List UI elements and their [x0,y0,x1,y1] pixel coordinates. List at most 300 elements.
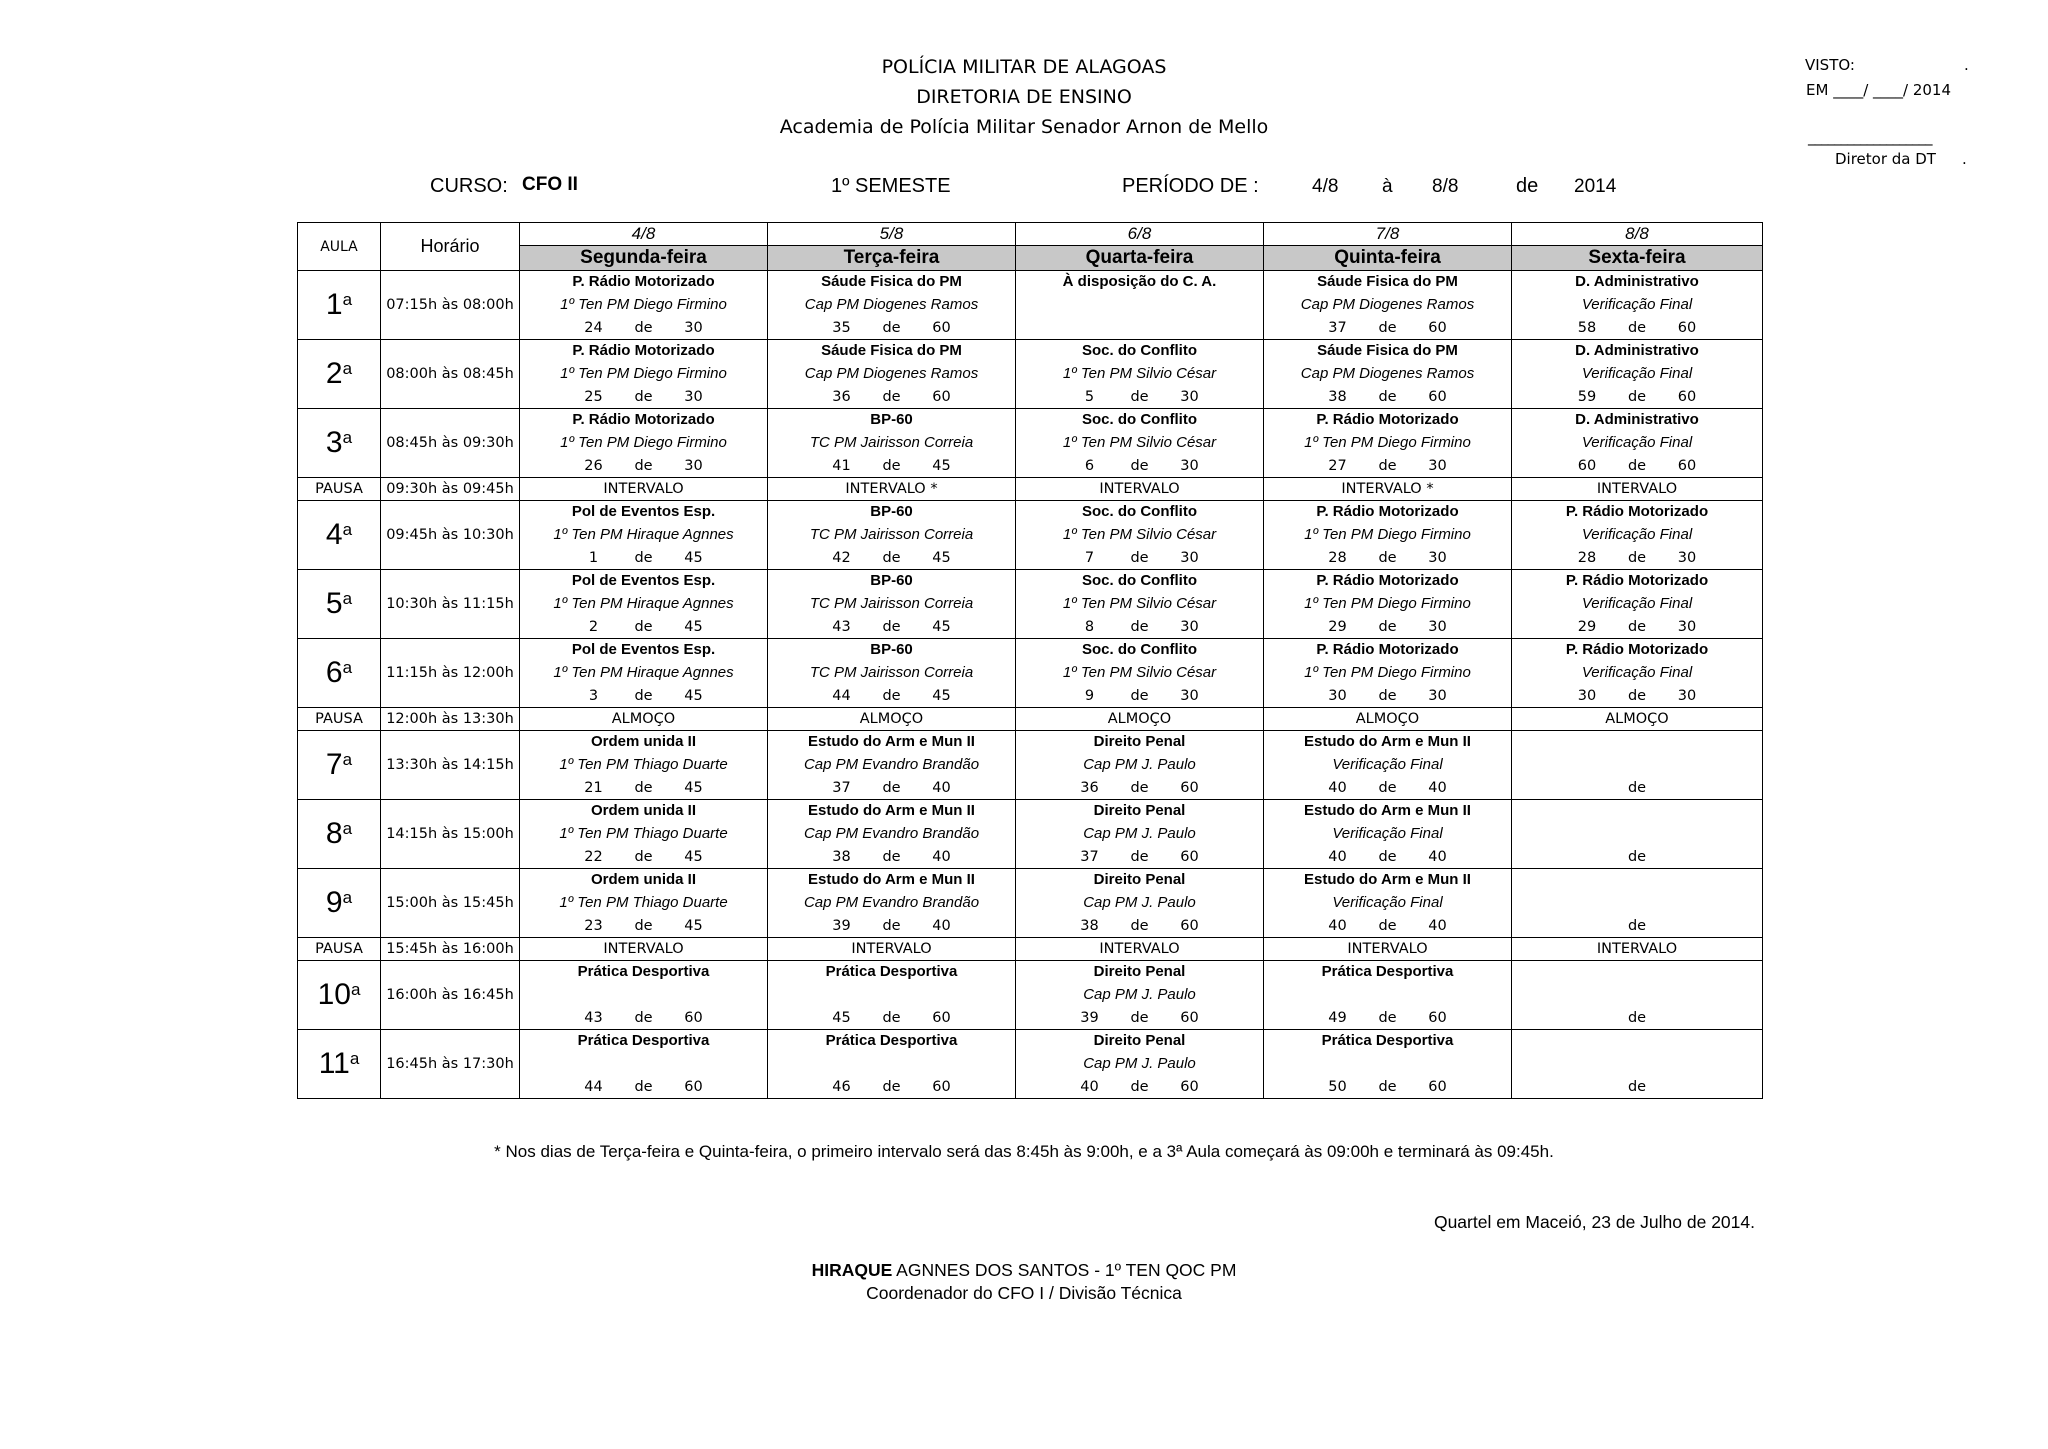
aula-number [298,869,381,938]
lesson-number: 3 [588,688,599,704]
lesson-de: de [1627,619,1647,635]
lesson-number: 36 [832,389,851,405]
class-cell [1016,1030,1264,1099]
lesson-de: de [882,780,901,796]
class-cell-content [1016,869,1263,937]
lesson-number [1562,915,1612,937]
lesson-number: 22 [584,849,603,865]
lesson-de: de [882,688,901,704]
class-cell-content [768,869,1015,937]
lesson-count [768,685,1015,707]
subject: Soc. do Conflito [1082,342,1197,359]
class-cell [1264,731,1512,800]
class-row [298,800,1763,869]
class-cell-content [520,961,767,1029]
lesson-count [520,616,767,638]
class-cell [768,731,1016,800]
class-cell-content [520,639,767,707]
lesson-number [1562,1007,1612,1029]
instructor: Cap PM J. Paulo [1083,986,1196,1003]
class-cell [1512,1030,1763,1099]
lesson-de: de [634,688,653,704]
aula-number-value: 6 [325,656,343,689]
class-cell [768,501,1016,570]
class-cell [1016,869,1264,938]
lesson-total [1662,777,1712,799]
break-cell: INTERVALO [1264,938,1512,961]
subject: Sáude Fisica do PM [821,342,962,359]
time-slot: 14:15h às 15:00h [381,800,520,869]
lesson-total: 45 [932,550,951,566]
lesson-count [1016,317,1263,339]
class-cell [1016,639,1264,708]
lesson-total: 60 [684,1079,703,1095]
subject: BP-60 [870,641,913,658]
class-cell [768,271,1016,340]
class-cell-content [1264,501,1511,569]
lesson-number: 21 [584,780,603,796]
time-slot: 16:45h às 17:30h [381,1030,520,1099]
subject: P. Rádio Motorizado [572,273,715,290]
class-cell-content [768,570,1015,638]
lesson-count [1264,317,1511,339]
class-cell-content [1016,340,1263,408]
subject: P. Rádio Motorizado [572,411,715,428]
class-cell-content [520,1030,767,1098]
instructor: 1º Ten PM Hiraque Agnnes [553,664,734,681]
instructor: Cap PM J. Paulo [1083,756,1196,773]
lesson-total: 40 [932,918,951,934]
visto-em: EM ____/ ____/ 2014 [1806,81,1952,99]
class-cell-content [1264,639,1511,707]
lesson-de: de [634,849,653,865]
instructor: TC PM Jairisson Correia [809,664,974,681]
class-cell [1016,570,1264,639]
lesson-de: de [1378,550,1397,566]
instructor: 1º Ten PM Hiraque Agnnes [553,595,734,612]
lesson-de: de [1378,1010,1397,1026]
class-cell [768,961,1016,1030]
break-row [298,708,1763,731]
time-slot: 13:30h às 14:15h [381,731,520,800]
lesson-number: 38 [1328,389,1347,405]
aula-number [298,501,381,570]
subject [1512,869,1762,891]
lesson-count [768,777,1015,799]
lesson-count [1016,685,1263,707]
visto-signature-line: ___________________ [1808,128,1932,146]
lesson-number: 40 [1328,849,1347,865]
time-slot: 15:00h às 15:45h [381,869,520,938]
lesson-de: de [1378,918,1397,934]
lesson-count [1016,1076,1263,1098]
lesson-total: 30 [1677,688,1697,704]
lesson-count [520,846,767,868]
time-slot: 08:00h às 08:45h [381,340,520,409]
lesson-de: de [1378,619,1397,635]
lesson-number: 40 [1328,918,1347,934]
lesson-count [1512,616,1762,638]
lesson-total: 60 [1180,780,1199,796]
lesson-de: de [1130,619,1149,635]
time-slot: 07:15h às 08:00h [381,271,520,340]
lesson-count [1512,846,1762,868]
lesson-number: 44 [832,688,851,704]
class-cell [1016,409,1264,478]
lesson-number: 39 [1080,1010,1099,1026]
lesson-de: de [1627,320,1647,336]
lesson-number: 42 [832,550,851,566]
lesson-count [1512,317,1762,339]
class-cell-content [1264,961,1511,1029]
pausa-label: PAUSA [298,478,381,501]
instructor: Cap PM Diogenes Ramos [804,296,979,313]
lesson-de: de [1130,780,1149,796]
lesson-total: 30 [1180,458,1199,474]
lesson-de: de [1130,688,1149,704]
lesson-de: de [1627,918,1647,934]
class-cell [768,340,1016,409]
lesson-de: de [1378,780,1397,796]
lesson-count [1264,685,1511,707]
subject: Estudo do Arm e Mun II [808,871,975,888]
lesson-count [1264,777,1511,799]
break-cell: INTERVALO [1512,478,1763,501]
instructor [1016,294,1263,316]
instructor: 1º Ten PM Diego Firmino [560,434,727,451]
class-row [298,501,1763,570]
class-cell-content [1512,570,1762,638]
lesson-count [1264,547,1511,569]
lesson-total: 30 [684,389,703,405]
subject: Estudo do Arm e Mun II [1304,871,1471,888]
time-slot: 11:15h às 12:00h [381,639,520,708]
aula-number [298,1030,381,1099]
instructor [1264,984,1511,1006]
class-cell [520,271,768,340]
lesson-number: 9 [1084,688,1095,704]
lesson-de: de [1130,849,1149,865]
lesson-de: de [634,780,653,796]
class-cell [1512,501,1763,570]
lesson-count [768,455,1015,477]
instructor: Verificação Final [1581,296,1693,313]
lesson-number [1562,846,1612,868]
class-cell [1016,961,1264,1030]
class-cell [520,639,768,708]
subject: À disposição do C. A. [1062,273,1217,290]
lesson-total: 60 [1428,1079,1447,1095]
class-cell [1264,340,1512,409]
aula-number-value: 10 [317,978,351,1011]
lesson-count [1512,386,1762,408]
signature-name-bold: HIRAQUE [811,1260,893,1280]
lesson-total: 30 [1428,458,1447,474]
instructor: TC PM Jairisson Correia [809,526,974,543]
break-cell: ALMOÇO [768,708,1016,731]
aula-number-value: 7 [325,748,343,781]
instructor: 1º Ten PM Silvio César [1062,664,1217,681]
lesson-total: 45 [684,918,703,934]
lesson-de: de [634,458,653,474]
subject: P. Rádio Motorizado [1565,641,1709,658]
subject: Sáude Fisica do PM [1317,273,1458,290]
lesson-total: 30 [1677,619,1697,635]
lesson-count [1512,1007,1762,1029]
aula-number [298,271,381,340]
lesson-count [1512,915,1762,937]
lesson-number: 28 [1328,550,1347,566]
instructor: 1º Ten PM Diego Firmino [560,365,727,382]
class-cell-content [768,639,1015,707]
lesson-total [1662,1007,1712,1029]
lesson-count [768,1076,1015,1098]
header-line2: DIRETORIA DE ENSINO [916,86,1132,108]
break-cell: ALMOÇO [520,708,768,731]
lesson-number: 23 [584,918,603,934]
class-cell [1512,731,1763,800]
visto-dot: . [1964,56,1969,74]
class-row [298,340,1763,409]
subject: P. Rádio Motorizado [1316,503,1459,520]
lesson-number: 58 [1577,320,1597,336]
class-cell-content [1264,409,1511,477]
break-cell: INTERVALO * [1264,478,1512,501]
lesson-de: de [1130,389,1149,405]
lesson-total: 60 [1428,1010,1447,1026]
subject: Estudo do Arm e Mun II [808,802,975,819]
instructor: Verificação Final [1332,825,1443,842]
aula-number-sup: a [342,888,353,907]
aula-number-sup: a [342,428,353,447]
class-cell [1512,800,1763,869]
lesson-total: 30 [1180,389,1199,405]
instructor: Verificação Final [1581,526,1693,543]
lesson-count [1016,547,1263,569]
class-cell-content [1512,271,1762,339]
lesson-count [768,915,1015,937]
lesson-de: de [1378,320,1397,336]
lesson-total: 40 [932,849,951,865]
instructor: 1º Ten PM Diego Firmino [560,296,727,313]
header-line3: Academia de Polícia Militar Senador Arnon de Mello [779,116,1269,138]
class-cell-content [1016,800,1263,868]
subject: Soc. do Conflito [1082,503,1197,520]
lesson-count [1016,777,1263,799]
lesson-de: de [1627,458,1647,474]
lesson-total: 30 [1677,550,1697,566]
lesson-de: de [1378,1079,1397,1095]
lesson-number: 37 [1080,849,1099,865]
class-cell [1264,271,1512,340]
aula-number [298,961,381,1030]
lesson-count [520,777,767,799]
aula-number-sup: a [342,750,353,769]
lesson-de: de [634,619,653,635]
semestre: 1º SEMESTE [831,175,951,197]
lesson-total: 60 [1428,320,1447,336]
class-cell-content [1512,731,1762,799]
lesson-number: 40 [1080,1079,1099,1095]
lesson-number: 43 [832,619,851,635]
instructor [768,1053,1015,1075]
break-row [298,478,1763,501]
subject: Prática Desportiva [1321,1032,1454,1049]
subject: Soc. do Conflito [1082,411,1197,428]
instructor: TC PM Jairisson Correia [809,434,974,451]
class-cell [1512,869,1763,938]
lesson-total: 30 [1428,619,1447,635]
class-cell-content [768,961,1015,1029]
class-row [298,570,1763,639]
class-cell-content [520,501,767,569]
lesson-count [520,685,767,707]
class-row [298,409,1763,478]
lesson-count [1512,1076,1762,1098]
instructor: 1º Ten PM Thiago Duarte [559,756,728,773]
lesson-de: de [882,918,901,934]
aula-number [298,340,381,409]
lesson-total: 45 [684,550,703,566]
lesson-number: 5 [1084,389,1095,405]
subject: Direito Penal [1093,733,1186,750]
lesson-de: de [1627,1079,1647,1095]
subject: Direito Penal [1093,871,1186,888]
subject: D. Administrativo [1575,273,1699,290]
class-cell [1264,639,1512,708]
subject: Soc. do Conflito [1082,641,1197,658]
subject: Estudo do Arm e Mun II [1304,802,1471,819]
lesson-total: 60 [1180,849,1199,865]
lesson-number: 30 [1577,688,1597,704]
class-cell-content [1016,1030,1263,1098]
lesson-count [520,1007,767,1029]
lesson-total: 30 [1180,550,1199,566]
lesson-count [1264,455,1511,477]
schedule-table [297,222,1763,1099]
instructor: 1º Ten PM Silvio César [1062,434,1217,451]
periodo-year: 2014 [1574,176,1617,197]
break-cell: INTERVALO [1016,938,1264,961]
aula-number-value: 1 [325,288,343,321]
lesson-number: 25 [584,389,603,405]
instructor: Verificação Final [1581,595,1693,612]
subject: Prática Desportiva [825,963,958,980]
break-time: 09:30h às 09:45h [381,478,520,501]
instructor: Cap PM J. Paulo [1083,1055,1196,1072]
date-header: 7/8 [1264,223,1512,246]
date-header: 5/8 [768,223,1016,246]
lesson-total [1662,915,1712,937]
class-cell [768,869,1016,938]
lesson-de: de [1627,389,1647,405]
lesson-count [1512,547,1762,569]
curso-label: CURSO: [430,175,508,197]
subject: Ordem unida II [590,802,696,819]
lesson-total: 30 [1180,688,1199,704]
lesson-number: 35 [832,320,851,336]
periodo-to: 8/8 [1432,176,1459,197]
aula-number [298,570,381,639]
class-cell-content [1512,501,1762,569]
subject: P. Rádio Motorizado [1565,572,1709,589]
subject: Estudo do Arm e Mun II [808,733,975,750]
date-header: 4/8 [520,223,768,246]
lesson-number: 27 [1328,458,1347,474]
instructor: Cap PM Diogenes Ramos [804,365,979,382]
instructor: 1º Ten PM Diego Firmino [1304,664,1471,681]
class-cell [1264,1030,1512,1099]
time-slot: 08:45h às 09:30h [381,409,520,478]
class-cell-content [1512,800,1762,868]
instructor: 1º Ten PM Silvio César [1062,595,1217,612]
class-cell [1264,570,1512,639]
lesson-number: 29 [1328,619,1347,635]
lesson-number: 26 [584,458,603,474]
aula-number-sup: a [349,1049,360,1068]
class-cell [1016,501,1264,570]
class-cell-content [1512,1030,1762,1098]
class-cell [1512,570,1763,639]
class-cell [1016,340,1264,409]
day-header: Segunda-feira [520,246,768,271]
lesson-de: de [882,320,901,336]
lesson-number: 44 [584,1079,603,1095]
time-slot: 16:00h às 16:45h [381,961,520,1030]
lesson-count [768,1007,1015,1029]
lesson-number [1562,777,1612,799]
instructor: 1º Ten PM Silvio César [1062,365,1217,382]
lesson-count [1016,616,1263,638]
lesson-number: 37 [1328,320,1347,336]
lesson-count [520,547,767,569]
lesson-count [520,915,767,937]
class-cell-content [768,731,1015,799]
subject: P. Rádio Motorizado [1565,503,1709,520]
class-cell-content [1264,731,1511,799]
lesson-de: de [882,389,901,405]
class-cell-content [1016,639,1263,707]
instructor: Verificação Final [1332,756,1443,773]
subject [1512,800,1762,822]
lesson-number: 49 [1328,1010,1347,1026]
lesson-number: 60 [1577,458,1597,474]
lesson-count [1264,386,1511,408]
lesson-de: de [882,1010,901,1026]
instructor: Cap PM Evandro Brandão [803,825,980,842]
pausa-label: PAUSA [298,938,381,961]
instructor: 1º Ten PM Diego Firmino [1304,434,1471,451]
lesson-count [1016,455,1263,477]
subject: Direito Penal [1093,963,1186,980]
visto-diretor: Diretor da DT [1835,150,1936,168]
instructor [1264,1053,1511,1075]
aula-number-sup: a [350,980,361,999]
lesson-total: 30 [684,320,703,336]
break-time: 12:00h às 13:30h [381,708,520,731]
lesson-count [1016,386,1263,408]
lesson-number: 1 [588,550,599,566]
class-row [298,639,1763,708]
subject [1512,731,1762,753]
lesson-total: 60 [1180,1010,1199,1026]
instructor: 1º Ten PM Silvio César [1062,526,1217,543]
subject: Pol de Eventos Esp. [571,641,716,658]
instructor: Cap PM Diogenes Ramos [1300,296,1475,313]
subject: Pol de Eventos Esp. [571,503,716,520]
instructor [1512,1053,1762,1075]
lesson-de: de [1130,458,1149,474]
